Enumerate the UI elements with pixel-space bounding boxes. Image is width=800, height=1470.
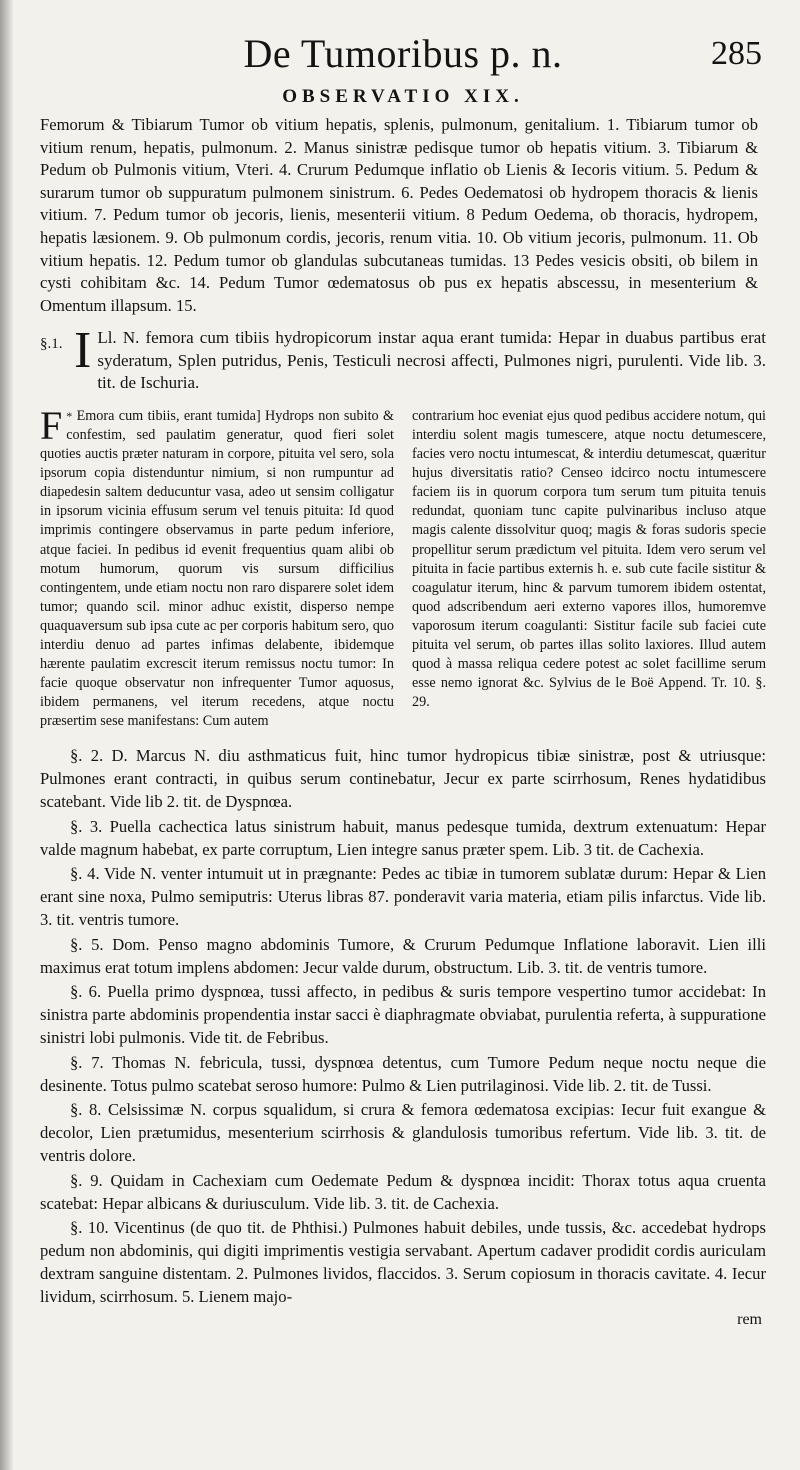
case-3: §. 3. Puella cachectica latus sinistrum habuit, manus pedesque tumida, dextrum extenuatum: Hepar valde magnum habebat, ex parte corruptum, Lien integre sanus præter spem. Lib. 3 tit. de Cachexia. <box>40 816 766 859</box>
binding-shadow <box>0 0 14 1470</box>
page-number: 285 <box>711 35 762 72</box>
commentary-left-column <box>40 402 394 732</box>
case-8: §. 8. Celsissimæ N. corpus squalidum, si crura & femora œdematosa excipias: Iecur fuit exangue & decolor, Lien prætumidus, mesenterium scirrhosis & glandulosis tumoribus refertum. Vide lib. 3. tit. de ventris dolore. <box>40 1100 766 1165</box>
commentary-drop-cap: F <box>40 402 63 448</box>
page-header <box>40 22 766 80</box>
case-list <box>40 745 766 1308</box>
case-text: Ll. N. femora cum tibiis hydropicorum instar aqua erant tumida: Hepar in duabus partibus erat syderatum, Splen putridus, Penis, Testiculi necrosi affecti, Pulmones nigri, purulenti. Vide lib. 3. tit. de Ischuria. <box>97 328 766 393</box>
case-9: §. 9. Quidam in Cachexiam cum Oedemate Pedum & dyspnœa incidit: Thorax totus aqua cruenta scatebat: Hepar albicans & duriusculum. Vide lib. 3. tit. de Cachexia. <box>40 1170 766 1213</box>
note-marker: * <box>66 408 73 423</box>
case-4: §. 4. Vide N. venter intumuit ut in prægnante: Pedes ac tibiæ in tumorem sublatæ durum: Hepar & Lien erant sine noxa, Pulmo semiputris: Uterus libras 87. ponderavit varia materia, etiam pilis infarctus. Vide lib. 3. tit. ventris tumore. <box>40 864 766 930</box>
case-6: §. 6. Puella primo dyspnœa, tussi affecto, in pedibus & suris tempore vespertino tumor accidebat: In sinistra parte abdominis propendentia instar sacci è diaphragmate obviabat, purulentia referta, à suppuratione sinistri lobi pulmonis. Vide tit. de Febribus. <box>40 982 766 1047</box>
case-2: §. 2. D. Marcus N. diu asthmaticus fuit, hinc tumor hydropicus tibiæ sinistræ, post & utriusque: Pulmones erant contracti, in quibus serum continebatur, Jecur ex parte scirrhosum, Renes hydatidibus scatebant. Vide lib 2. tit. de Dyspnœa. <box>40 746 766 812</box>
commentary-block <box>40 402 766 732</box>
observation-summary: Femorum & Tibiarum Tumor ob vitium hepatis, splenis, pulmonum, genitalium. 1. Tibiarum tumor ob vitium renum, hepatis, pulmonum. 2. Manus sinistræ pedisque tumor ob hepatis vitium. 3. Tibiarum & Pedum ob Pulmonis vitium, Vteri. 4. Crurum Pedumque inflatio ob Lienis & Iecoris vitium. 5. Pedum & surarum tumor ob suppuratum pulmonem sinistrum. 6. Pedes Oedematosi ob hydropem thoracis & lienis vitium. 7. Pedum tumor ob jecoris, lienis, mesenterii vitium. 8 Pedum Oedema, ob thoracis, hydropem, hepatis læsionem. 9. Ob pulmonum cordis, jecoris, renum vitia. 10. Ob vitium jecoris, pulmonum. 11. Ob vitium hepatis. 12. Pedum tumor ob glandulas subcutaneas tumidas. 13 Pedes vesicis obsiti, ob bilem in cysti cohibitam &c. 14. Pedum Tumor œdematosus ob pus ex hepatis abscessu, in mesenterium & Omentum illapsum. 15. <box>40 115 758 315</box>
case-10: §. 10. Vicentinus (de quo tit. de Phthisi.) Pulmones habuit debiles, unde tussis, &c. accedebat hydrops pedum non abdominis, qui digiti imprimentis vestigia servabant. Apertum cadaver prodidit cordis auriculam dextram sanguine distentam. 2. Pulmones lividos, flaccidos. 3. Serum copiosum in thoracis cavitate. 4. Iecur lividum, scirrhosum. 5. Lienem majo- <box>40 1218 766 1306</box>
case-1 <box>40 322 766 395</box>
observation-heading: OBSERVATIO XIX. <box>282 86 524 107</box>
case-5: §. 5. Dom. Penso magno abdominis Tumore, & Crurum Pedumque Inflatione laboravit. Lien illi maximus erat totum implens abdomen: Jecur valde durum, obstructum. Lib. 3. tit. de ventris tumore. <box>40 934 766 977</box>
drop-cap: I <box>74 322 92 380</box>
commentary-left-text: Emora cum tibiis, erant tumida] Hydrops non subito & confestim, sed paulatim generatur, quod fieri solet quoties auctis præter naturam in corpore, pituita vel sero, sola ipsorum copia distenduntur nimium, si non rumpuntur ad diapedesin saltem deducuntur vasa, adeo ut sensim colligatur in ipsorum vicinia effusum serum vel tenuis pituita: Id quod imprimis contingere observamus in parte pedum inferiore, atque faciei. In pedibus id evenit frequentius quam alibi ob motum humorum, quorum vis sursum difficilius contingentem, unde etiam noctu non raro disparere solet idem tumor; quando scil. minor adhuc existit, disperso nempe quaquaversum sub ipsa cute ac per corporis habitum sero, quo interdiu denuo ad partes infimas delabente, ibidemque hærente paulatim excrescit iterum remissus noctu tumor: In facie quoque observatur non infrequenter Tumor aquosus, ibidem permanens, vel iterum recedens, atque noctu præsertim sese manifestans: Cum autem <box>40 407 394 730</box>
running-head: De Tumoribus p. n. <box>243 31 563 76</box>
case-7: §. 7. Thomas N. febricula, tussi, dyspnœa detentus, cum Tumore Pedum neque noctu neque die desinente. Totus pulmo scatebat seroso humore: Pulmo & Lien putrilaginosi. Vide lib. 2. tit. de Tussi. <box>40 1052 766 1095</box>
case-number: §.1. <box>40 336 63 353</box>
commentary-right-column: contrarium hoc eveniat ejus quod pedibus accidere notum, qui interdiu solent magis tumescere, atque noctu detumescere, facies vero noctu intumescat, & interdiu detumescat, quæritur hujus diversitatis ratio? Censeo idcirco noctu intumescere faciem iis in quorum corpora tum serum tum pituita tenuis redundat, quoniam tunc capite pulvinaribus incluso atque magis calente dissolvitur quoq; magis & foras sudoris specie propellitur serum prædictum vel pituita. Idem vero serum vel pituita in facie partibus externis h. e. sub cute facile sistitur & coagulatur iterum, hinc & parvum tumorem ibidem ostentat, quod adscribendum aeri externo vapores illos, humoremve vaporosum iterum coagulanti: Sistitur facile sub faciei cute pituita vel serum, ob partes illas solito laxiores. Illud autem quod à massa reliqua cedere potest ac solet facillime serum esse nemo ignorat &c. Sylvius de le Boë Append. Tr. 10. §. 29. <box>412 407 766 711</box>
catchword: rem <box>737 1310 762 1328</box>
